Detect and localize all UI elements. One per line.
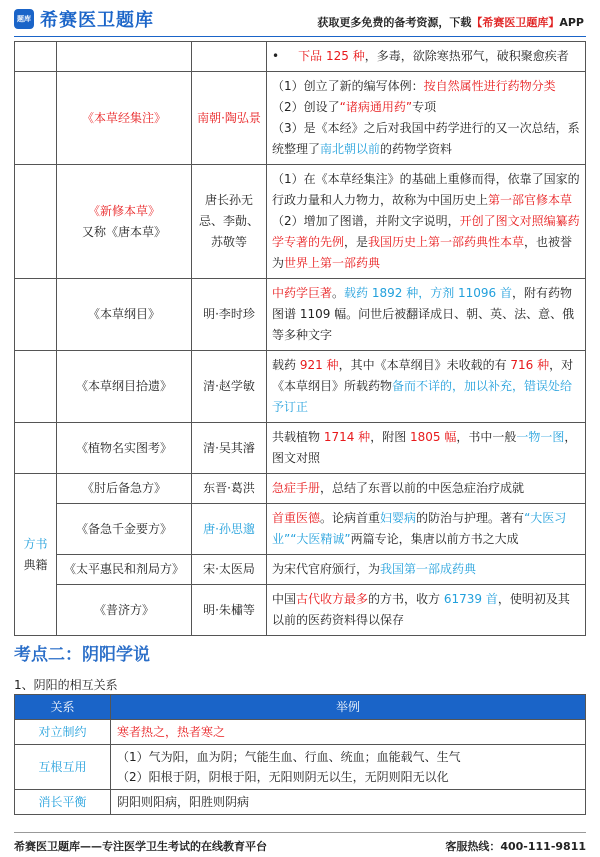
section-title: 考点二：阴阳学说 <box>14 645 150 665</box>
relation-name: 对立制约 <box>15 720 111 745</box>
relation-example: （1）气为阳，血为阴；气能生血、行血、统血；血能载气、生气 （2）阳根于阴，阴根于阳，无阳则阴无以生，无阴则阳无以化 <box>111 745 586 790</box>
footer-tagline: 希赛医卫题库——专注医学卫生考试的在线教育平台 <box>14 840 267 853</box>
book-desc: 共载植物 1714 种，附图 1805 幅，书中一般一物一图，图文对照 <box>267 423 586 474</box>
book-name: 《本草纲目拾遗》 <box>57 351 192 423</box>
book-name: 《植物名实图考》 <box>57 423 192 474</box>
book-desc: 中国古代收方最多的方书，收方 61739 首，使明初及其以前的医药资料得以保存 <box>267 585 586 636</box>
book-name: 《普济方》 <box>57 585 192 636</box>
book-desc: 急症手册，总结了东晋以前的中医急症治疗成就 <box>267 474 586 504</box>
promo-suffix: APP <box>559 16 584 29</box>
table-row <box>15 585 586 636</box>
header-promo <box>317 14 584 30</box>
book-name: 《新修本草》 又称《唐本草》 <box>57 165 192 279</box>
table-row <box>15 555 586 585</box>
book-author: 宋·太医局 <box>192 555 267 585</box>
relation-example: 阴阳则阳病，阳胜则阴病 <box>111 790 586 815</box>
page-header <box>0 0 600 36</box>
table-row <box>15 423 586 474</box>
book-author: 唐·孙思邈 <box>192 504 267 555</box>
book-name: 《肘后备急方》 <box>57 474 192 504</box>
book-name: 《本草经集注》 <box>57 72 192 165</box>
footer-divider <box>14 832 586 833</box>
logo-text: 希赛医卫题库 <box>40 10 154 31</box>
table-row <box>15 351 586 423</box>
col-header-relation: 关系 <box>15 695 111 720</box>
table-row <box>15 720 586 745</box>
book-name: 《太平惠民和剂局方》 <box>57 555 192 585</box>
yinyang-table <box>14 694 586 815</box>
relation-example: 寒者热之，热者寒之 <box>111 720 586 745</box>
table-row <box>15 279 586 351</box>
brand-logo[interactable] <box>14 6 154 32</box>
table-row <box>15 42 586 72</box>
table-row <box>15 504 586 555</box>
header-divider <box>14 36 586 37</box>
table-row <box>15 790 586 815</box>
book-author: 清·吴其濬 <box>192 423 267 474</box>
book-author: 清·赵学敏 <box>192 351 267 423</box>
book-desc: （1）在《本草经集注》的基础上重修而得，依靠了国家的行政力量和人力物力，故称为中国历史上第一部官修本草 （2）增加了图谱，并附文字说明，开创了图文对照编纂药学专著的先例，是我国历史上第一部药典性本草，也被誉为世界上第一部药典 <box>267 165 586 279</box>
book-desc: 首重医德。论病首重妇婴病的防治与护理。著有“大医习业”“大医精诚”两篇专论，集唐以前方书之大成 <box>267 504 586 555</box>
book-author: 明·李时珍 <box>192 279 267 351</box>
relation-name: 消长平衡 <box>15 790 111 815</box>
col-header-example: 举例 <box>111 695 586 720</box>
subsection-title: 1、阴阳的相互关系 <box>14 678 118 692</box>
book-name: 《本草纲目》 <box>57 279 192 351</box>
group-label: 方书 典籍 <box>15 474 57 636</box>
promo-app-link[interactable]: 【希赛医卫题库】 <box>471 16 560 29</box>
book-author: 唐长孙无忌、李勣、苏敬等 <box>192 165 267 279</box>
book-name: 《备急千金要方》 <box>57 504 192 555</box>
herbal-books-table <box>14 41 586 636</box>
promo-text: 获取更多免费的备考资源，下载 <box>317 16 472 29</box>
book-desc: 载药 921 种，其中《本草纲目》未收载的有 716 种，对《本草纲目》所载药物备而不详的，加以补充，错误处给予订正 <box>267 351 586 423</box>
relation-name: 互根互用 <box>15 745 111 790</box>
book-desc: 为宋代官府颁行，为我国第一部成药典 <box>267 555 586 585</box>
logo-badge: 题库 <box>14 9 34 29</box>
table-row <box>15 165 586 279</box>
table-row <box>15 474 586 504</box>
book-author: 南朝·陶弘景 <box>192 72 267 165</box>
book-author: 明·朱橚等 <box>192 585 267 636</box>
book-desc: • 下品 125 种，多毒，欲除寒热邪气，破积聚愈疾者 <box>267 42 586 72</box>
table-header-row <box>15 695 586 720</box>
book-desc: （1）创立了新的编写体例：按自然属性进行药物分类 （2）创设了“诸病通用药”专项 （3）是《本经》之后对我国中药学进行的又一次总结，系统整理了南北朝以前的药物学资料 <box>267 72 586 165</box>
book-desc: 中药学巨著。载药 1892 种，方剂 11096 首，附有药物图谱 1109 幅。问世后被翻译成日、朝、英、法、意、俄等多种文字 <box>267 279 586 351</box>
footer-hotline[interactable]: 客服热线：400-111-9811 <box>445 840 586 853</box>
book-author: 东晋·葛洪 <box>192 474 267 504</box>
table-row <box>15 745 586 790</box>
table-row <box>15 72 586 165</box>
